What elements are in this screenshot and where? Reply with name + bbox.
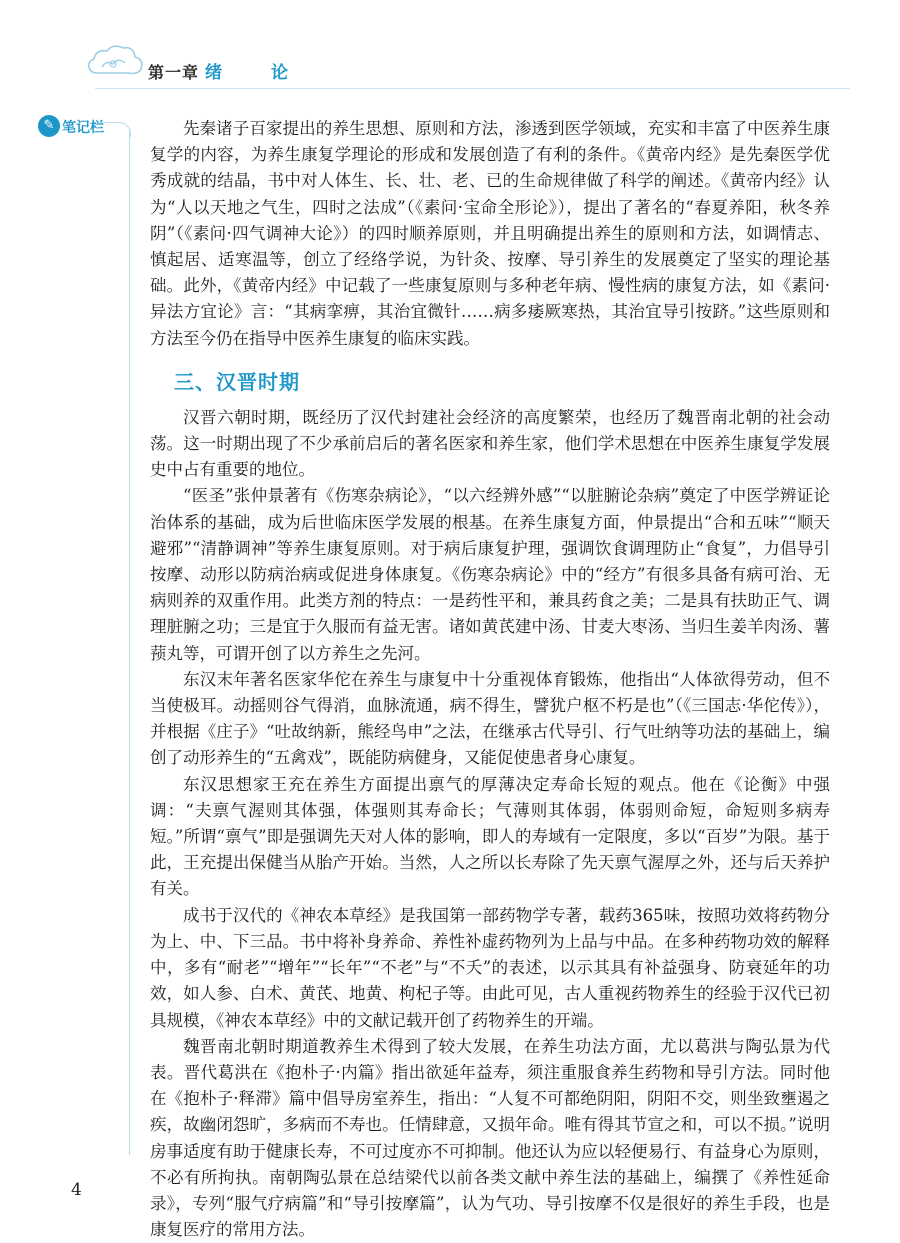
page-header (0, 0, 900, 110)
notes-connector (100, 122, 131, 137)
body-paragraph: 汉晋六朝时期，既经历了汉代封建社会经济的高度繁荣，也经历了魏晋南北朝的社会动荡。这一时期出现了不少承前启后的著名医家和养生家，他们学术思想在中医养生康复学发展史中占有重要的地位。 (150, 407, 830, 480)
intro-paragraph: 先秦诸子百家提出的养生思想、原则和方法，渗透到医学领域，充实和丰富了中医养生康复学的内容，为养生康复学理论的形成和发展创造了有利的条件。《黄帝内经》是先秦医学优秀成就的结晶，书中对人体生、长、壮、老、已的生命规律做了科学的阐述。《黄帝内经》认为“人以天地之气生，四时之法成”（《素问·宝命全形论》），提出了著名的“春夏养阳，秋冬养阴”（《素问·四气调神大论》）的四时顺养原则，并且明确提出养生的原则和方法，如调情志、慎起居、适寒温等，创立了经络学说，为针灸、按摩、导引养生的发展奠定了坚实的理论基础。此外，《黄帝内经》中记载了一些康复原则与多种老年病、慢性病的康复方法，如《素问·异法方宜论》言：“其病挛痹，其治宜微针……病多痿厥寒热，其治宜导引按跻。”这些原则和方法至今仍在指导中医养生康复的临床实践。 (150, 119, 830, 348)
cloud-ornament-icon (84, 40, 146, 80)
header-divider (95, 88, 850, 89)
note-pen-icon: ✎ (38, 115, 60, 137)
notes-column-label: 笔记栏 (62, 120, 104, 136)
body-paragraph: 东汉末年著名医家华佗在养生与康复中十分重视体育锻炼，他指出“人体欲得劳动，但不当使极耳。动摇则谷气得消，血脉流通，病不得生，譬犹户枢不朽是也”（《三国志·华佗传》），并根据《庄子》“吐故纳新，熊经鸟申”之法，在继承古代导引、行气吐纳等功法的基础上，编创了动形养生的“五禽戏”，既能防病健身，又能促使患者身心康复。 (150, 669, 830, 768)
body-paragraph: 东汉思想家王充在养生方面提出禀气的厚薄决定寿命长短的观点。他在《论衡》中强调：“夫禀气渥则其体强，体强则其寿命长；气薄则其体弱，体弱则命短，命短则多病寿短。”所谓“禀气”即是强调先天对人体的影响，即人的寿域有一定限度，多以“百岁”为限。基于此，王充提出保健当从胎产开始。当然，人之所以长寿除了先天禀气渥厚之外，还与后天养护有关。 (150, 774, 830, 899)
chapter-number: 第一章 (148, 63, 200, 82)
main-text (150, 116, 830, 1243)
page-number: 4 (71, 1180, 82, 1200)
body-paragraph: 成书于汉代的《神农本草经》是我国第一部药物学专著，载药365味，按照功效将药物分为上、中、下三品。书中将补身养命、养性补虚药物列为上品与中品。在多种药物功效的解释中，多有“耐老”“增年”“长年”“不老”与“不夭”的表述，以示其具有补益强身、防衰延年的功效，如人参、白术、黄芪、地黄、枸杞子等。由此可见，古人重视药物养生的经验于汉代已初具规模，《神农本草经》中的文献记载开创了药物养生的开端。 (150, 905, 830, 1030)
notes-margin-rule (129, 130, 130, 1155)
body-paragraph: “医圣”张仲景著有《伤寒杂病论》，“以六经辨外感”“以脏腑论杂病”奠定了中医学辨证论治体系的基础，成为后世临床医学发展的根基。在养生康复方面，仲景提出“合和五味”“顺天避邪”“清静调神”等养生康复原则。对于病后康复护理，强调饮食调理防止“食复”，力倡导引按摩、动形以防病治病或促进身体康复。《伤寒杂病论》中的“经方”有很多具备有病可治、无病则养的双重作用。此类方剂的特点：一是药性平和，兼具药食之美；二是具有扶助正气、调理脏腑之功；三是宜于久服而有益无害。诸如黄芪建中汤、甘麦大枣汤、当归生姜羊肉汤、薯蓣丸等，可谓开创了以方养生之先河。 (150, 486, 830, 663)
chapter-title: 绪 论 (205, 63, 304, 83)
body-paragraph: 魏晋南北朝时期道教养生术得到了较大发展，在养生功法方面，尤以葛洪与陶弘景为代表。晋代葛洪在《抱朴子·内篇》指出欲延年益寿，须注重服食养生药物和导引方法。同时他在《抱朴子·释滞》篇中倡导房室养生，指出：“人复不可都绝阴阳，阴阳不交，则坐致壅遏之疾，故幽闭怨旷，多病而不寿也。任情肆意，又损年命。唯有得其节宣之和，可以不损。”说明房事适度有助于健康长寿，不可过度亦不可抑制。他还认为应以轻便易行、有益身心为原则，不必有所拘执。南朝陶弘景在总结梁代以前各类文献中养生法的基础上，编撰了《养性延命录》，专列“服气疗病篇”和“导引按摩篇”，认为气功、导引按摩不仅是很好的养生手段，也是康复医疗的常用方法。 (150, 1036, 830, 1240)
section-heading: 三、汉晋时期 (174, 369, 300, 394)
